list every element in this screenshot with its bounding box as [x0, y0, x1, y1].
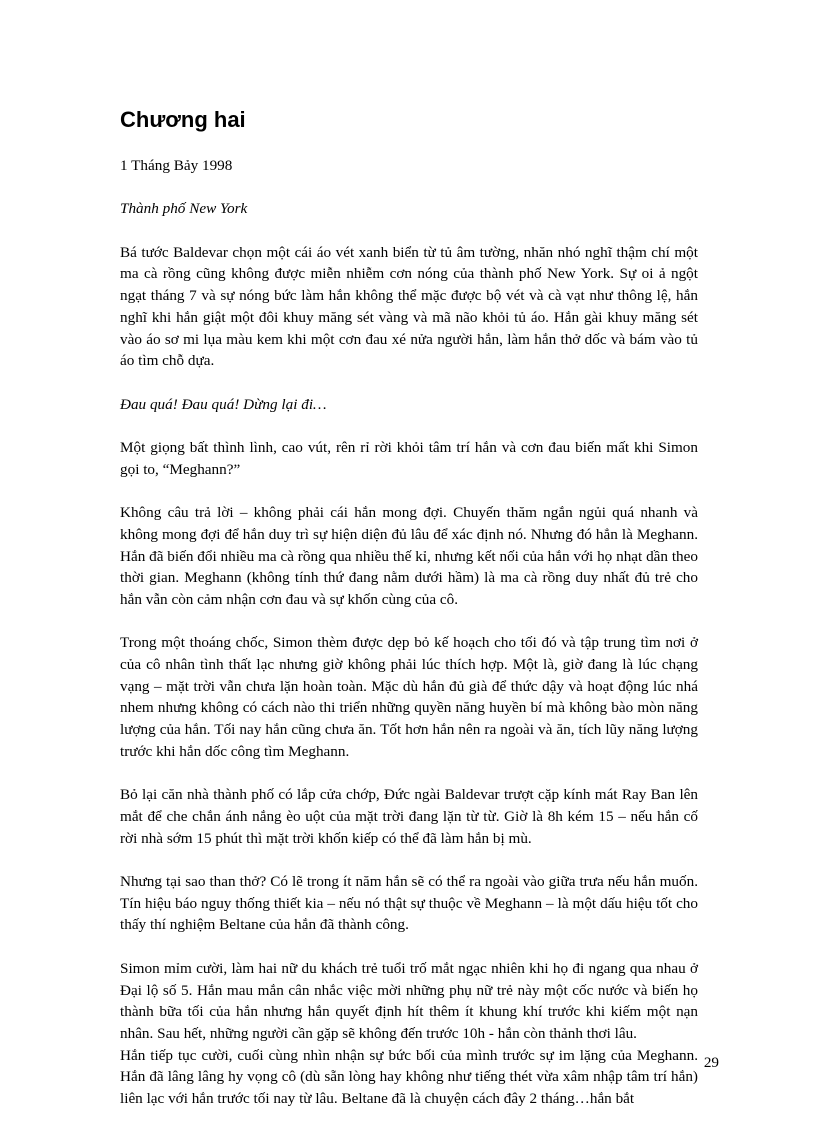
location-line: Thành phố New York	[120, 200, 248, 218]
paragraph: Bá tước Baldevar chọn một cái áo vét xanh biển từ tủ âm tường, nhăn nhó nghĩ thậm chí một ma cà rồng cũng không được miễn nhiễm cơn nóng của thành phố New York. Sự oi ả ngột ngạt tháng 7 và sự nóng bức làm hắn không thể mặc được bộ vét và cà vạt như thông lệ, hắn nghĩ khi hắn giật một đôi khuy măng sét vàng và mã não khỏi tủ áo. Hắn gài khuy măng sét vào áo sơ mi lụa màu kem khi một cơn đau xé nửa người hắn, làm hắn thở dốc và bám vào tủ áo tìm chỗ dựa.	[120, 243, 698, 370]
date-line: 1 Tháng Bảy 1998	[120, 157, 233, 174]
paragraph-italic-thought: Đau quá! Đau quá! Dừng lại đi…	[120, 395, 327, 413]
paragraph: Bỏ lại căn nhà thành phố có lắp cửa chớp, Đức ngài Baldevar trượt cặp kính mát Ray Ban lên mắt để che chắn ánh nắng èo uột của mặt trời đang lặn từ từ. Giờ là 8h kém 15 – nếu hắn cố rời nhà sớm 15 phút thì mặt trời khốn kiếp có thể đã làm hắn bị mù.	[120, 786, 698, 847]
chapter-title: Chương hai	[120, 107, 246, 132]
paragraph: Simon mỉm cười, làm hai nữ du khách trẻ tuổi trố mắt ngạc nhiên khi họ đi ngang qua nhau ở Đại lộ số 5. Hắn mau mắn cân nhắc việc mời những phụ nữ trẻ này một cốc nước và biến họ thành bữa tối của hắn nhưng hắn quyết định hít thêm ít khung khí trước khi kiếm một nạn nhân. Sau hết, những người cần gặp sẽ không đến trước 10h - hắn còn thảnh thơi lâu.	[120, 959, 698, 1042]
paragraph: Trong một thoáng chốc, Simon thèm được dẹp bỏ kế hoạch cho tối đó và tập trung tìm nơi ở của cô nhân tình thất lạc nhưng giờ không phải lúc thích hợp. Một là, giờ đang là lúc chạng vạng – mặt trời vẫn chưa lặn hoàn toàn. Mặc dù hắn đủ già để thức dậy và hoạt động lúc nhá nhem nhưng không có cách nào thi triển những quyền năng huyền bí mà không bào mòn năng lượng của hắn. Tối nay hắn cũng chưa ăn. Tốt hơn hắn nên ra ngoài và ăn, tích lũy năng lượng trước khi hắn dốc công tìm Meghann.	[120, 634, 698, 760]
paragraph: Một giọng bất thình lình, cao vút, rên rỉ rời khỏi tâm trí hắn và cơn đau biến mất khi Simon gọi to, “Meghann?”	[120, 439, 698, 478]
paragraph: Không câu trả lời – không phải cái hắn mong đợi. Chuyến thăm ngắn ngủi quá nhanh và không mong đợi để hắn duy trì sự hiện diện đủ lâu để xác định nó. Nhưng đó hẳn là Meghann. Hắn đã biến đổi nhiều ma cà rồng qua nhiều thế kỉ, nhưng kết nối của hắn với họ nhạt dần theo thời gian. Meghann (không tính thứ đang nằm dưới hầm) là ma cà rồng duy nhất đủ trẻ cho hắn vẫn còn cảm nhận cơn đau và sự khốn cùng của cô.	[120, 504, 698, 608]
paragraph: Nhưng tại sao than thở? Có lẽ trong ít năm hắn sẽ có thể ra ngoài vào giữa trưa nếu hắn muốn. Tín hiệu báo nguy thống thiết kia – nếu nó thật sự thuộc về Meghann – là một dấu hiệu tốt cho thấy thí nghiệm Beltane của hắn đã thành công.	[120, 873, 698, 934]
chapter-body	[120, 155, 698, 1110]
page-number: 29	[703, 1054, 719, 1071]
paragraph: Hắn tiếp tục cười, cuối cùng nhìn nhận sự bức bối của mình trước sự im lặng của Meghann. Hắn đã lâng lâng hy vọng cô (dù sẵn lòng hay không như tiếng thét vừa xâm nhập tâm trí hắn) liên lạc với hắn trước tối nay từ lâu. Beltane đã là chuyện cách đây 2 tháng…hắn bắt	[120, 1046, 698, 1108]
